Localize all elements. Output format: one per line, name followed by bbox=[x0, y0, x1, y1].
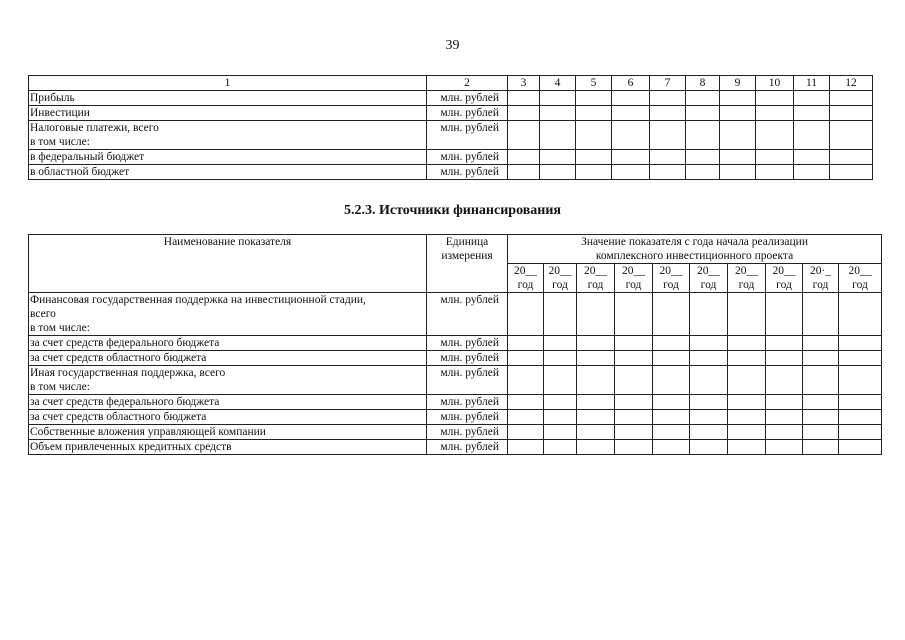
table-row bbox=[29, 395, 882, 410]
table-row bbox=[29, 425, 882, 440]
value-cell bbox=[544, 336, 577, 351]
cell-line: за счет средств областного бюджета bbox=[30, 411, 207, 423]
value-cell bbox=[650, 121, 686, 150]
value-cell bbox=[508, 395, 544, 410]
column-number: 9 bbox=[720, 76, 756, 91]
unit-cell: млн. рублей bbox=[427, 395, 508, 410]
value-cell bbox=[756, 91, 794, 106]
table-row bbox=[29, 91, 873, 106]
value-cell bbox=[650, 91, 686, 106]
value-cell bbox=[686, 121, 720, 150]
indicator-name bbox=[29, 106, 427, 121]
value-cell bbox=[650, 106, 686, 121]
column-number: 12 bbox=[830, 76, 873, 91]
value-cell bbox=[686, 165, 720, 180]
table-row bbox=[29, 106, 873, 121]
value-cell bbox=[508, 425, 544, 440]
cell-line: Единица bbox=[445, 236, 489, 248]
value-cell bbox=[653, 440, 690, 455]
value-cell bbox=[839, 293, 882, 336]
value-cell bbox=[540, 91, 576, 106]
year-cell: 20__ bbox=[690, 264, 728, 279]
value-cell bbox=[690, 395, 728, 410]
table-row bbox=[29, 293, 882, 336]
value-cell bbox=[577, 395, 615, 410]
header-name: Наименование показателя bbox=[29, 235, 427, 293]
value-cell bbox=[508, 121, 540, 150]
value-cell bbox=[615, 336, 653, 351]
unit-cell: млн. рублей bbox=[427, 336, 508, 351]
value-cell bbox=[577, 366, 615, 395]
value-cell bbox=[615, 366, 653, 395]
value-cell bbox=[766, 425, 803, 440]
value-cell bbox=[690, 425, 728, 440]
table-row bbox=[29, 121, 873, 150]
value-cell bbox=[612, 150, 650, 165]
value-cell bbox=[615, 440, 653, 455]
table-row bbox=[29, 150, 873, 165]
value-cell bbox=[794, 150, 830, 165]
value-cell bbox=[612, 121, 650, 150]
value-cell bbox=[728, 395, 766, 410]
value-cell bbox=[803, 336, 839, 351]
table-row bbox=[29, 351, 882, 366]
value-cell bbox=[508, 150, 540, 165]
value-cell bbox=[690, 440, 728, 455]
cell-line: в том числе: bbox=[30, 381, 90, 393]
value-cell bbox=[728, 440, 766, 455]
indicator-name bbox=[29, 293, 427, 336]
value-cell bbox=[766, 366, 803, 395]
value-cell bbox=[803, 410, 839, 425]
value-cell bbox=[686, 91, 720, 106]
year-cell: 20__ bbox=[766, 264, 803, 279]
cell-line: в областной бюджет bbox=[30, 166, 130, 178]
indicator-name bbox=[29, 366, 427, 395]
value-cell bbox=[615, 425, 653, 440]
table-row bbox=[29, 410, 882, 425]
value-cell bbox=[577, 336, 615, 351]
value-cell bbox=[576, 121, 612, 150]
value-cell bbox=[612, 165, 650, 180]
year-word: год bbox=[615, 278, 653, 293]
value-cell bbox=[766, 293, 803, 336]
value-cell bbox=[766, 395, 803, 410]
value-cell bbox=[839, 336, 882, 351]
value-cell bbox=[615, 410, 653, 425]
value-cell bbox=[653, 395, 690, 410]
value-cell bbox=[686, 150, 720, 165]
indicator-name bbox=[29, 336, 427, 351]
cell-line: Собственные вложения управляющей компании bbox=[30, 426, 266, 438]
indicator-name bbox=[29, 351, 427, 366]
value-cell bbox=[720, 150, 756, 165]
cell-line: Финансовая государственная поддержка на инвестиционной стадии, bbox=[30, 294, 366, 306]
indicator-name bbox=[29, 150, 427, 165]
indicator-name bbox=[29, 91, 427, 106]
header-value bbox=[508, 235, 882, 264]
table-row bbox=[29, 366, 882, 395]
unit-cell: млн. рублей bbox=[427, 121, 508, 150]
cell-line: за счет средств федерального бюджета bbox=[30, 396, 220, 408]
value-cell bbox=[839, 440, 882, 455]
value-cell bbox=[728, 366, 766, 395]
value-cell bbox=[794, 121, 830, 150]
value-cell bbox=[728, 336, 766, 351]
value-cell bbox=[830, 106, 873, 121]
value-cell bbox=[540, 121, 576, 150]
value-cell bbox=[577, 293, 615, 336]
value-cell bbox=[653, 425, 690, 440]
value-cell bbox=[653, 410, 690, 425]
value-cell bbox=[720, 165, 756, 180]
cell-line: в федеральный бюджет bbox=[30, 151, 145, 163]
cell-line: измерения bbox=[441, 250, 493, 262]
year-word: год bbox=[577, 278, 615, 293]
year-word: год bbox=[653, 278, 690, 293]
column-number: 6 bbox=[612, 76, 650, 91]
header-unit bbox=[427, 235, 508, 293]
value-cell bbox=[615, 351, 653, 366]
value-cell bbox=[690, 351, 728, 366]
year-word: год bbox=[544, 278, 577, 293]
value-cell bbox=[508, 91, 540, 106]
year-word: год bbox=[766, 278, 803, 293]
value-cell bbox=[728, 293, 766, 336]
cell-line: Инвестиции bbox=[30, 107, 90, 119]
value-cell bbox=[756, 106, 794, 121]
unit-cell: млн. рублей bbox=[427, 440, 508, 455]
value-cell bbox=[720, 121, 756, 150]
value-cell bbox=[803, 351, 839, 366]
column-number: 10 bbox=[756, 76, 794, 91]
value-cell bbox=[803, 440, 839, 455]
column-number: 4 bbox=[540, 76, 576, 91]
value-cell bbox=[794, 165, 830, 180]
value-cell bbox=[577, 351, 615, 366]
year-cell: 20__ bbox=[839, 264, 882, 279]
value-cell bbox=[803, 395, 839, 410]
year-word: год bbox=[508, 278, 544, 293]
table-row bbox=[29, 440, 882, 455]
value-cell bbox=[830, 150, 873, 165]
value-cell bbox=[650, 150, 686, 165]
year-cell: 20__ bbox=[653, 264, 690, 279]
year-cell: 20__ bbox=[615, 264, 653, 279]
indicator-name bbox=[29, 165, 427, 180]
value-cell bbox=[794, 91, 830, 106]
year-cell: 20__ bbox=[577, 264, 615, 279]
table-header-row bbox=[29, 235, 882, 264]
value-cell bbox=[686, 106, 720, 121]
column-number: 1 bbox=[29, 76, 427, 91]
cell-line: за счет средств федерального бюджета bbox=[30, 337, 220, 349]
unit-cell: млн. рублей bbox=[427, 91, 508, 106]
cell-line: Объем привлеченных кредитных средств bbox=[30, 441, 232, 453]
value-cell bbox=[508, 106, 540, 121]
year-word: год bbox=[839, 278, 882, 293]
financing-sources-table bbox=[28, 234, 882, 455]
cell-line: в том числе: bbox=[30, 136, 90, 148]
indicator-name bbox=[29, 395, 427, 410]
value-cell bbox=[839, 351, 882, 366]
unit-cell: млн. рублей bbox=[427, 150, 508, 165]
value-cell bbox=[508, 351, 544, 366]
indicator-name bbox=[29, 440, 427, 455]
column-number: 11 bbox=[794, 76, 830, 91]
results-table bbox=[28, 75, 873, 180]
column-number: 3 bbox=[508, 76, 540, 91]
year-word: год bbox=[690, 278, 728, 293]
year-cell: 20__ bbox=[508, 264, 544, 279]
value-cell bbox=[690, 336, 728, 351]
value-cell bbox=[577, 440, 615, 455]
value-cell bbox=[544, 351, 577, 366]
value-cell bbox=[756, 150, 794, 165]
year-word: год bbox=[803, 278, 839, 293]
indicator-name bbox=[29, 425, 427, 440]
value-cell bbox=[720, 106, 756, 121]
value-cell bbox=[839, 366, 882, 395]
value-cell bbox=[794, 106, 830, 121]
value-cell bbox=[508, 165, 540, 180]
table-row bbox=[29, 336, 882, 351]
value-cell bbox=[576, 150, 612, 165]
value-cell bbox=[508, 366, 544, 395]
value-cell bbox=[728, 410, 766, 425]
value-cell bbox=[728, 351, 766, 366]
value-cell bbox=[544, 293, 577, 336]
unit-cell: млн. рублей bbox=[427, 293, 508, 336]
value-cell bbox=[508, 440, 544, 455]
value-cell bbox=[756, 121, 794, 150]
value-cell bbox=[653, 293, 690, 336]
value-cell bbox=[653, 351, 690, 366]
value-cell bbox=[766, 410, 803, 425]
unit-cell: млн. рублей bbox=[427, 425, 508, 440]
unit-cell: млн. рублей bbox=[427, 106, 508, 121]
cell-line: за счет средств областного бюджета bbox=[30, 352, 207, 364]
unit-cell: млн. рублей bbox=[427, 366, 508, 395]
page-number: 39 bbox=[445, 38, 460, 53]
year-cell: 20__ bbox=[728, 264, 766, 279]
value-cell bbox=[728, 425, 766, 440]
cell-line: Прибыль bbox=[30, 92, 75, 104]
table-header-row bbox=[29, 76, 873, 91]
value-cell bbox=[544, 410, 577, 425]
cell-line: Иная государственная поддержка, всего bbox=[30, 367, 226, 379]
value-cell bbox=[720, 91, 756, 106]
value-cell bbox=[839, 410, 882, 425]
value-cell bbox=[690, 293, 728, 336]
value-cell bbox=[544, 366, 577, 395]
column-number: 5 bbox=[576, 76, 612, 91]
value-cell bbox=[650, 165, 686, 180]
cell-line: Налоговые платежи, всего bbox=[30, 122, 159, 134]
value-cell bbox=[653, 336, 690, 351]
table-row bbox=[29, 165, 873, 180]
value-cell bbox=[577, 410, 615, 425]
value-cell bbox=[830, 121, 873, 150]
value-cell bbox=[615, 395, 653, 410]
value-cell bbox=[830, 165, 873, 180]
value-cell bbox=[803, 293, 839, 336]
value-cell bbox=[544, 395, 577, 410]
value-cell bbox=[830, 91, 873, 106]
value-cell bbox=[839, 425, 882, 440]
value-cell bbox=[544, 425, 577, 440]
year-word: год bbox=[728, 278, 766, 293]
cell-line: комплексного инвестиционного проекта bbox=[595, 250, 794, 262]
unit-cell: млн. рублей bbox=[427, 165, 508, 180]
column-number: 7 bbox=[650, 76, 686, 91]
value-cell bbox=[653, 366, 690, 395]
value-cell bbox=[756, 165, 794, 180]
value-cell bbox=[766, 336, 803, 351]
value-cell bbox=[690, 366, 728, 395]
section-title: 5.2.3. Источники финансирования bbox=[344, 203, 561, 218]
value-cell bbox=[508, 336, 544, 351]
unit-cell: млн. рублей bbox=[427, 351, 508, 366]
value-cell bbox=[540, 150, 576, 165]
unit-cell: млн. рублей bbox=[427, 410, 508, 425]
value-cell bbox=[576, 91, 612, 106]
value-cell bbox=[766, 351, 803, 366]
value-cell bbox=[690, 410, 728, 425]
column-number: 2 bbox=[427, 76, 508, 91]
value-cell bbox=[612, 91, 650, 106]
value-cell bbox=[544, 440, 577, 455]
column-number: 8 bbox=[686, 76, 720, 91]
value-cell bbox=[766, 440, 803, 455]
value-cell bbox=[803, 366, 839, 395]
value-cell bbox=[615, 293, 653, 336]
value-cell bbox=[577, 425, 615, 440]
year-cell: 20·_ bbox=[803, 264, 839, 279]
value-cell bbox=[540, 106, 576, 121]
indicator-name bbox=[29, 410, 427, 425]
indicator-name bbox=[29, 121, 427, 150]
value-cell bbox=[839, 395, 882, 410]
value-cell bbox=[612, 106, 650, 121]
cell-line: в том числе: bbox=[30, 322, 90, 334]
cell-line: Значение показателя с года начала реализации bbox=[581, 236, 808, 248]
value-cell bbox=[576, 106, 612, 121]
value-cell bbox=[508, 293, 544, 336]
value-cell bbox=[540, 165, 576, 180]
value-cell bbox=[803, 425, 839, 440]
cell-line: всего bbox=[30, 308, 56, 320]
value-cell bbox=[576, 165, 612, 180]
year-cell: 20__ bbox=[544, 264, 577, 279]
value-cell bbox=[508, 410, 544, 425]
